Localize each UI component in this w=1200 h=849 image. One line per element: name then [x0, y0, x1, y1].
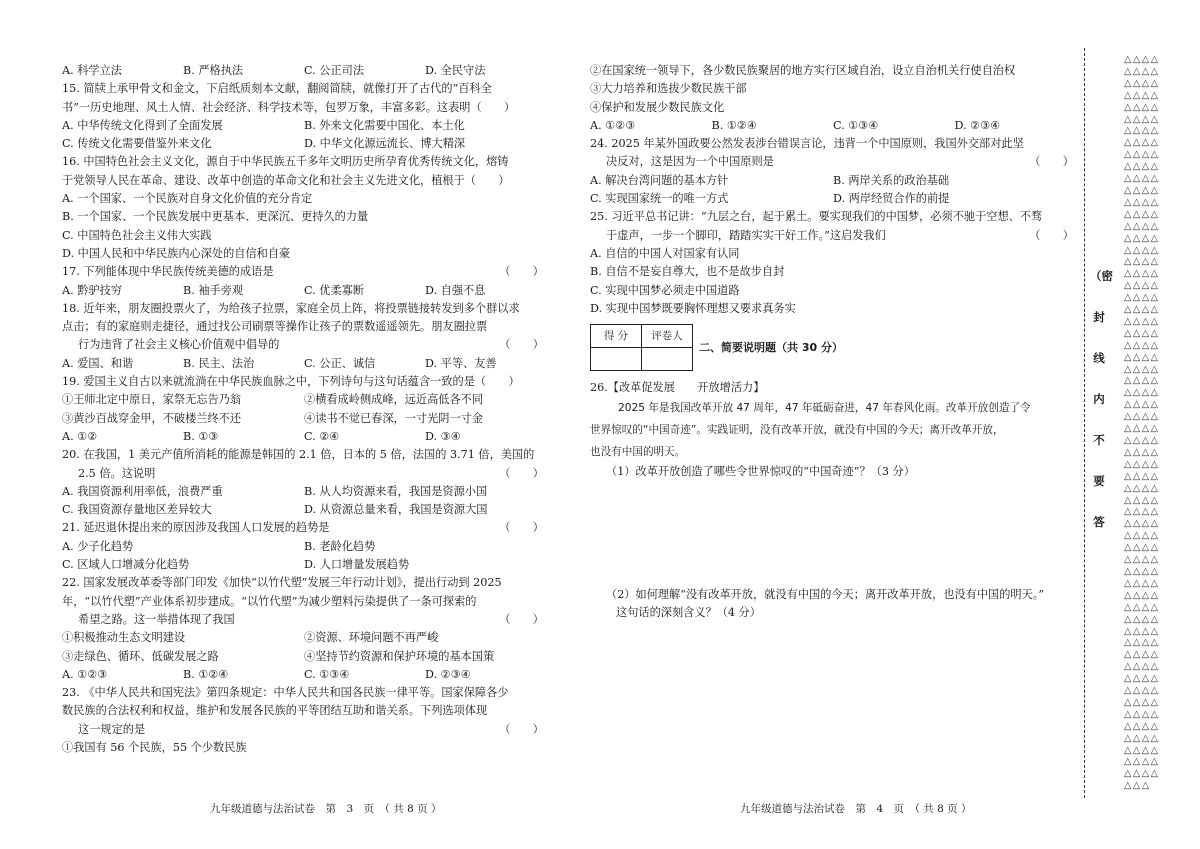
options-row: [62, 282, 546, 300]
question-line: [62, 739, 546, 757]
option: ①王师北定中原日，家祭无忘告乃翁: [62, 393, 242, 407]
question-text: 点击；有的家庭则走捷径，通过找公司刷票等操作让孩子的票数遥遥领先。朋友圈拉票: [62, 320, 488, 334]
triangle-row: △△△△: [1124, 494, 1160, 506]
seal-char: 封: [1093, 310, 1105, 324]
option: D. 全民守法: [425, 64, 486, 77]
question-line: [590, 282, 1076, 300]
option: ②资源、环境问题不再严峻: [304, 631, 439, 645]
question-line: [62, 153, 546, 171]
question-line: [62, 336, 546, 354]
triangle-row: △△△△: [1124, 720, 1160, 732]
question-line: [590, 227, 1076, 245]
options-row: [62, 391, 546, 409]
question-line: [590, 208, 1076, 226]
triangle-row: △△△△: [1124, 601, 1160, 613]
option: C. 优柔寡断: [304, 283, 365, 297]
triangle-row: △△△△: [1124, 411, 1160, 423]
option: B. ①②④: [183, 667, 229, 681]
triangle-row: △△△△: [1124, 125, 1160, 137]
question-line: [62, 80, 546, 98]
question-line: [62, 465, 546, 483]
options-row: [62, 556, 546, 574]
seal-line-notice: [1090, 266, 1113, 553]
triangle-row: △△△△: [1124, 399, 1160, 411]
question-line: [590, 300, 1076, 318]
question-line: [590, 135, 1076, 153]
options-row: [590, 172, 1076, 190]
triangle-row: △△△△: [1124, 315, 1160, 327]
material-line: 也没有中国的明天。: [590, 446, 686, 459]
triangle-row: △△△△: [1124, 589, 1160, 601]
option: D. 平等、友善: [425, 356, 497, 370]
options-row: [62, 538, 546, 556]
option: ①积极推动生态文明建设: [62, 631, 186, 645]
question-line: [62, 446, 546, 464]
option: A. 解决台湾问题的基本方针: [590, 173, 729, 187]
option: C. 公正司法: [304, 64, 365, 77]
question-text: 年，“以竹代塑”产业体系初步建成。“以竹代塑”为减少塑料污染提供了一条可探索的: [62, 594, 477, 608]
triangle-row: △△△△: [1124, 161, 1160, 173]
question-line: [62, 227, 546, 245]
question-text: D. 中国人民和中华民族内心深处的自信和自豪: [62, 246, 291, 260]
triangle-row: △△△△: [1124, 732, 1160, 744]
triangle-row: △△△△: [1124, 101, 1160, 113]
triangle-row: △△△△: [1124, 554, 1160, 566]
answer-paren: （ ）: [499, 612, 544, 626]
sub-question-2-cont: 这句话的深刻含义？（4 分）: [616, 606, 761, 620]
option: ②横看成岭侧成峰，远近高低各不同: [304, 393, 484, 407]
option: ③走绿色、循环、低碳发展之路: [62, 649, 219, 663]
triangle-row: △△△△: [1124, 756, 1160, 768]
question-line: [62, 593, 546, 611]
triangle-row: △△△△: [1124, 661, 1160, 673]
answer-paren: （ ）: [499, 521, 544, 535]
triangle-row: △△△△: [1124, 375, 1160, 387]
question-line: [590, 80, 1076, 98]
question-line: [62, 208, 546, 226]
option: B. 袖手旁观: [183, 283, 244, 297]
question-line: [590, 245, 1076, 263]
question-text: 16. 中国特色社会主义文化，源自于中华民族五千多年文明历史所孕育优秀传统文化，熔铸: [62, 155, 509, 169]
question-line: [62, 373, 546, 391]
options-row: [62, 135, 546, 153]
triangle-row: △△△△: [1124, 256, 1160, 268]
option: B. 两岸关系的政治基础: [833, 173, 950, 187]
triangle-row: △△△: [1124, 780, 1151, 792]
reviewer-cell[interactable]: [642, 348, 693, 371]
question-text: 25. 习近平总书记讲：“九层之台，起于累土。要实现我们的中国梦，必须不驰于空想、不骛: [590, 210, 1043, 224]
option: C. 我国资源存量地区差异较大: [62, 503, 212, 517]
score-table: [590, 324, 693, 371]
question-line: [590, 263, 1076, 281]
question-line: [62, 574, 546, 592]
question-text: 21. 延迟退休提出来的原因涉及我国人口发展的趋势是: [62, 521, 330, 535]
answer-paren: （ ）: [499, 722, 544, 736]
option: C. ①③④: [304, 667, 350, 681]
option: A. ①②③: [62, 667, 108, 681]
triangle-row: △△△△: [1124, 304, 1160, 316]
question-line: [590, 62, 1076, 80]
left-page-column: [62, 62, 546, 757]
triangle-row: △△△△: [1124, 768, 1160, 780]
triangle-row: △△△△: [1124, 435, 1160, 446]
answer-paren: （ ）: [499, 338, 544, 352]
question-text: B. 自信不是妄自尊大，也不是故步自封: [590, 265, 785, 279]
option: B. ①③: [183, 429, 219, 443]
triangle-row: △△△△: [1124, 423, 1160, 435]
triangle-row: △△△△: [1124, 387, 1160, 399]
option: D. 中华文化源远流长、博大精深: [304, 137, 466, 151]
question-text: 18. 近年来，朋友圈投票火了，为给孩子拉票，家庭全员上阵，将投票链接转发到多个群以求: [62, 301, 520, 315]
triangle-row: △△△△: [1124, 292, 1160, 304]
triangle-row: △△△△: [1124, 351, 1160, 363]
triangle-row: △△△△: [1124, 696, 1160, 708]
triangle-row: △△△△: [1124, 173, 1160, 185]
question-line: [62, 99, 546, 117]
option: D. 自强不息: [425, 283, 486, 297]
option: A. ①②③: [590, 118, 636, 132]
triangle-row: △△△△: [1124, 268, 1160, 280]
answer-paren: （ ）: [1029, 228, 1074, 242]
question-text: 于党领导人民在革命、建设、改革中创造的革命文化和社会主义先进文化，植根于（ ）: [62, 173, 510, 187]
footer-left-page-number: 九年级道德与法治试卷 第 3 页 （ 共 8 页 ）: [210, 803, 442, 815]
options-row: [62, 648, 546, 666]
option: B. 老龄化趋势: [304, 539, 376, 553]
triangle-row: △△△△: [1124, 625, 1160, 637]
question-line: [590, 99, 1076, 117]
option: B. 民主、法治: [183, 356, 255, 370]
question-text: ①我国有 56 个民族，55 个少数民族: [62, 740, 247, 754]
option: C. 区域人口增减分化趋势: [62, 558, 190, 572]
option: D. ②③④: [425, 667, 471, 681]
answer-paren: （ ）: [499, 466, 544, 480]
options-row: [62, 117, 546, 135]
option: B. ①②④: [711, 118, 757, 132]
question-line: [62, 721, 546, 739]
option: D. 两岸经贸合作的前提: [833, 192, 950, 206]
triangle-row: △△△△: [1124, 470, 1160, 482]
triangle-row: △△△△: [1124, 65, 1160, 77]
seal-char: （密: [1090, 269, 1113, 283]
question-text: 这一规定的是: [78, 722, 146, 736]
score-label: 得 分: [591, 325, 642, 348]
question-text: 数民族的合法权利和权益，维护和发展各民族的平等团结互助和谐关系。下列选项体现: [62, 704, 488, 718]
seal-char: 不: [1093, 433, 1105, 447]
question-26-title: 26.【改革促发展 开放增活力】: [590, 381, 765, 395]
triangle-row: △△△△: [1124, 518, 1160, 530]
triangle-row: △△△△: [1124, 482, 1160, 494]
score-box: [590, 324, 1076, 371]
triangle-row: △△△△: [1124, 673, 1160, 685]
answer-space-2[interactable]: [590, 622, 1076, 752]
triangle-row: △△△△: [1124, 137, 1160, 149]
options-row: [62, 501, 546, 519]
option: A. 中华传统文化得到了全面发展: [62, 118, 223, 132]
options-row: [590, 190, 1076, 208]
option: C. 实现国家统一的唯一方式: [590, 192, 729, 206]
footer-right-page-number: 九年级道德与法治试卷 第 4 页 （ 共 8 页 ）: [740, 803, 972, 815]
option: C. ①③④: [833, 118, 879, 132]
question-line: [590, 153, 1076, 171]
option: A. 爱国、和谐: [62, 356, 134, 370]
triangle-border-pattern: [1124, 54, 1160, 792]
question-line: [62, 300, 546, 318]
score-cell[interactable]: [591, 348, 642, 371]
triangle-row: △△△△: [1124, 244, 1160, 256]
question-text: C. 实现中国梦必须走中国道路: [590, 283, 740, 297]
reviewer-label: 评卷人: [642, 325, 693, 348]
option: D. 人口增量发展趋势: [304, 558, 410, 572]
question-line: [62, 318, 546, 336]
question-text: 17. 下列能体现中华民族传统美德的成语是: [62, 265, 274, 279]
sub-question-1: （1）改革开放创造了哪些令世界惊叹的“中国奇迹”？（3 分）: [606, 465, 915, 479]
option: A. 我国资源利用率低，浪费严重: [62, 484, 223, 498]
question-text: 希望之路。这一举措体现了我国: [78, 612, 235, 626]
seal-char: 要: [1093, 474, 1105, 488]
triangle-row: △△△△: [1124, 506, 1160, 518]
option: C. ②④: [304, 429, 340, 443]
question-text: 23. 《中华人民共和国宪法》第四条规定：中华人民共和国各民族一律平等。国家保障各少: [62, 686, 509, 700]
triangle-row: △△△△: [1124, 530, 1160, 542]
triangle-row: △△△△: [1124, 89, 1160, 101]
triangle-row: △△△△: [1124, 708, 1160, 720]
question-text: 15. 简牍上承甲骨文和金文，下启纸质刻本文献，翻阅简牍，就像打开了古代的“百科全: [62, 82, 492, 96]
option: ③黄沙百战穿金甲，不破楼兰终不还: [62, 411, 242, 425]
option: A. 科学立法: [62, 64, 122, 77]
triangle-row: △△△△: [1124, 327, 1160, 339]
material-line: 世界惊叹的“中国奇迹”。实践证明，没有改革开放，就没有中国的今天；离开改革开放，: [590, 424, 1004, 437]
answer-paren: （ ）: [499, 265, 544, 279]
sub-question-2: （2）如何理解“没有改革开放，就没有中国的今天；离开改革开放，也没有中国的明天。”: [606, 587, 1045, 601]
question-line: [62, 519, 546, 537]
option: ④坚持节约资源和保护环境的基本国策: [304, 649, 495, 663]
option: ④读书不觉已春深，一寸光阴一寸金: [304, 411, 484, 425]
question-line: [62, 190, 546, 208]
option: B. 从人均资源来看，我国是资源小国: [304, 484, 488, 498]
material-line: 2025 年是我国改革开放 47 周年，47 年砥砺奋进，47 年春风化雨。改革开放创造了令: [618, 402, 1031, 415]
options-row: [62, 629, 546, 647]
question-line: [62, 702, 546, 720]
options-row: [62, 666, 546, 684]
triangle-row: △△△△: [1124, 446, 1160, 458]
question-text: B. 一个国家、一个民族发展中更基本、更深沉、更持久的力量: [62, 210, 369, 224]
question-text: A. 自信的中国人对国家有认同: [590, 246, 740, 260]
triangle-row: △△△△: [1124, 685, 1160, 697]
question-text: 20. 在我国，1 美元产值所消耗的能源是韩国的 2.1 倍，日本的 5 倍，法国的 3.71 倍，美国的: [62, 448, 535, 462]
option: D. ②③④: [954, 118, 1001, 132]
question-text: C. 中国特色社会主义伟大实践: [62, 228, 212, 242]
question-text: 22. 国家发展改革委等部门印发《加快“以竹代塑”发展三年行动计划》，提出行动到 2025: [62, 576, 502, 590]
triangle-row: △△△△: [1124, 77, 1160, 89]
section-heading: 二、简要说明题（共 30 分）: [699, 340, 843, 354]
seal-char: 答: [1093, 515, 1105, 529]
triangle-row: △△△△: [1124, 184, 1160, 196]
question-text: 2.5 倍。这说明: [78, 466, 156, 480]
question-text: 书”一历史地理、风土人情、社会经济、科学技术等，包罗万象，丰富多彩。这表明（ ）: [62, 100, 516, 114]
triangle-row: △△△△: [1124, 577, 1160, 589]
option: A. ①②: [62, 429, 98, 443]
question-text: 24. 2025 年某外国政要公然发表涉台错误言论，违背一个中国原则，我国外交部对此坚: [590, 137, 1024, 151]
question-text: 19. 爱国主义自古以来就流淌在中华民族血脉之中，下列诗句与这句话蕴含一致的是（ ）: [62, 375, 520, 389]
triangle-row: △△△△: [1124, 613, 1160, 625]
triangle-row: △△△△: [1124, 339, 1160, 351]
answer-space-1[interactable]: [590, 482, 1076, 586]
triangle-row: △△△△: [1124, 280, 1160, 292]
question-text: ③大力培养和选拔少数民族干部: [590, 82, 747, 96]
question-text: ②在国家统一领导下，各少数民族聚居的地方实行区域自治，设立自治机关行使自治权: [590, 64, 1016, 77]
option: A. 黔驴技穷: [62, 283, 122, 297]
question-line: [62, 263, 546, 281]
options-row: [62, 428, 546, 446]
right-page-column: [590, 62, 1076, 752]
option: B. 严格执法: [183, 64, 244, 77]
triangle-row: △△△△: [1124, 744, 1160, 756]
options-row: [590, 117, 1076, 135]
options-row: [62, 410, 546, 428]
options-row: [62, 62, 546, 80]
options-row: [62, 355, 546, 373]
seal-char: 内: [1093, 392, 1105, 406]
triangle-row: △△△△: [1124, 149, 1160, 161]
option: C. 传统文化需要借鉴外来文化: [62, 137, 212, 151]
question-line: [62, 611, 546, 629]
triangle-row: △△△△: [1124, 208, 1160, 220]
option: A. 少子化趋势: [62, 539, 134, 553]
question-text: D. 实现中国梦既要胸怀理想又要求真务实: [590, 301, 796, 315]
seal-line: [1084, 48, 1086, 798]
triangle-row: △△△△: [1124, 54, 1160, 65]
triangle-row: △△△△: [1124, 458, 1160, 470]
triangle-row: △△△△: [1124, 649, 1160, 661]
question-text: 行为违背了社会主义核心价值观中倡导的: [78, 338, 280, 352]
option: C. 公正、诚信: [304, 356, 376, 370]
triangle-row: △△△△: [1124, 363, 1160, 375]
triangle-row: △△△△: [1124, 637, 1160, 649]
options-row: [62, 483, 546, 501]
question-line: [62, 245, 546, 263]
triangle-row: △△△△: [1124, 542, 1160, 554]
answer-paren: （ ）: [1029, 155, 1074, 169]
seal-char: 线: [1093, 351, 1105, 365]
triangle-row: △△△△: [1124, 220, 1160, 232]
triangle-row: △△△△: [1124, 113, 1160, 125]
triangle-row: △△△△: [1124, 232, 1160, 244]
triangle-row: △△△△: [1124, 565, 1160, 577]
question-line: [62, 172, 546, 190]
question-line: [62, 684, 546, 702]
question-text: A. 一个国家、一个民族对自身文化价值的充分肯定: [62, 192, 313, 206]
triangle-row: △△△△: [1124, 196, 1160, 208]
option: D. 从资源总量来看，我国是资源大国: [304, 503, 488, 517]
option: D. ③④: [425, 429, 461, 443]
option: B. 外来文化需要中国化、本土化: [304, 118, 465, 132]
question-text: 于虚声，一步一个脚印，踏踏实实干好工作。”这启发我们: [606, 228, 886, 242]
question-text: 决反对，这是因为一个中国原则是: [606, 155, 774, 169]
question-text: ④保护和发展少数民族文化: [590, 100, 725, 114]
